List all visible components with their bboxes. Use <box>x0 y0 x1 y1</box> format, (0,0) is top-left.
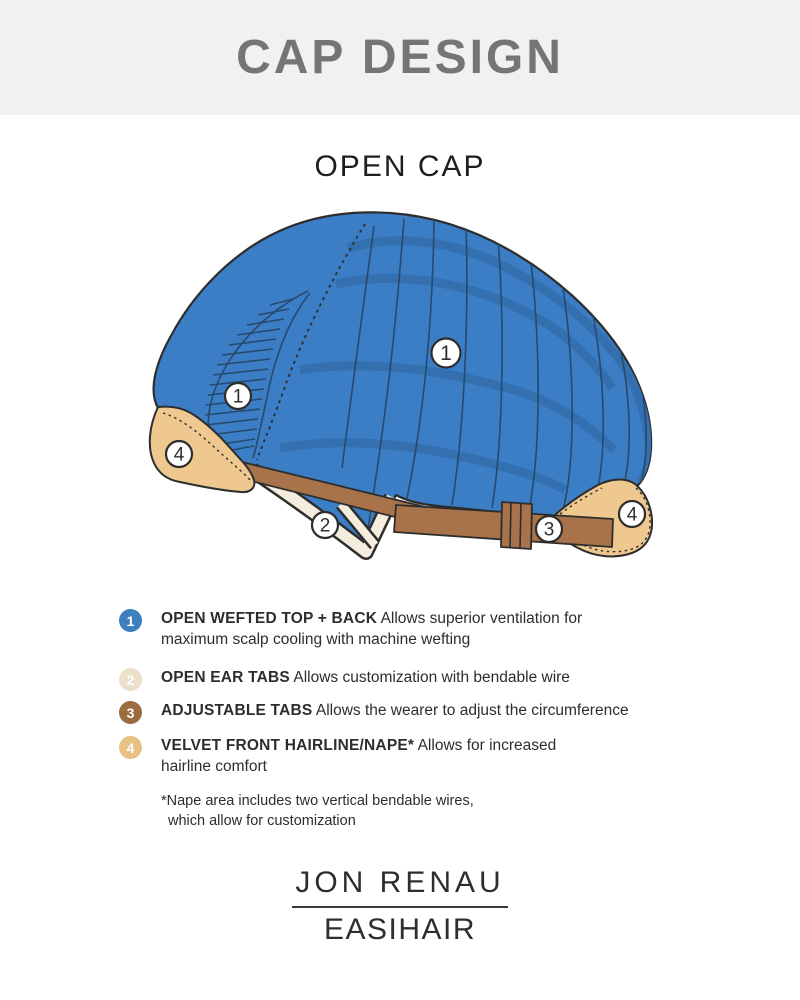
legend-description: Allows for increased <box>417 737 557 754</box>
callout-4-front <box>166 441 192 467</box>
page-title: CAP DESIGN <box>236 31 564 84</box>
cap-illustration <box>130 200 695 595</box>
footnote-line1: *Nape area includes two vertical bendable wires, <box>161 793 474 809</box>
legend-item-text <box>161 668 570 689</box>
callout-1-front <box>225 383 251 409</box>
callout-3-strap <box>536 516 562 542</box>
legend-term: OPEN WEFTED TOP + BACK <box>161 610 378 627</box>
legend-item-text <box>161 736 556 777</box>
legend-number-badge: 2 <box>119 668 142 691</box>
brand-logo <box>0 866 800 947</box>
callout-4-nape <box>619 501 645 527</box>
legend-item-4 <box>119 736 556 777</box>
brand-primary-name: JON RENAU <box>295 866 505 899</box>
legend-item-1 <box>119 609 582 650</box>
legend-number-badge: 1 <box>119 609 142 632</box>
svg-text:1: 1 <box>232 386 244 408</box>
svg-text:4: 4 <box>626 504 638 526</box>
legend-term: OPEN EAR TABS <box>161 669 290 686</box>
legend-term: ADJUSTABLE TABS <box>161 702 313 719</box>
legend-description-line2: hairline comfort <box>161 757 267 775</box>
svg-text:3: 3 <box>543 519 555 541</box>
svg-text:4: 4 <box>173 444 185 466</box>
brand-divider <box>292 906 508 908</box>
legend-description: Allows superior ventilation for <box>380 610 583 627</box>
legend-term: VELVET FRONT HAIRLINE/NAPE* <box>161 737 415 754</box>
legend-description-line2: maximum scalp cooling with machine wefting <box>161 630 471 648</box>
legend-item-3 <box>119 701 629 724</box>
legend-item-text <box>161 609 582 650</box>
strap-buckle <box>501 502 532 549</box>
legend-description: Allows customization with bendable wire <box>293 669 570 686</box>
legend-item-text <box>161 701 629 722</box>
footnote-line2: which allow for customization <box>168 812 356 829</box>
legend-description: Allows the wearer to adjust the circumference <box>315 702 629 719</box>
legend-number-badge: 3 <box>119 701 142 724</box>
legend-number-badge: 4 <box>119 736 142 759</box>
svg-text:1: 1 <box>440 342 452 365</box>
header-band <box>0 0 800 115</box>
svg-text:2: 2 <box>319 515 331 537</box>
diagram-title: OPEN CAP <box>314 150 486 183</box>
callout-2-ear-tab <box>312 512 338 538</box>
legend-item-2 <box>119 668 570 691</box>
nape-footnote <box>161 792 474 831</box>
callout-1-main <box>432 339 461 368</box>
brand-secondary-name: EASIHAIR <box>323 913 477 946</box>
